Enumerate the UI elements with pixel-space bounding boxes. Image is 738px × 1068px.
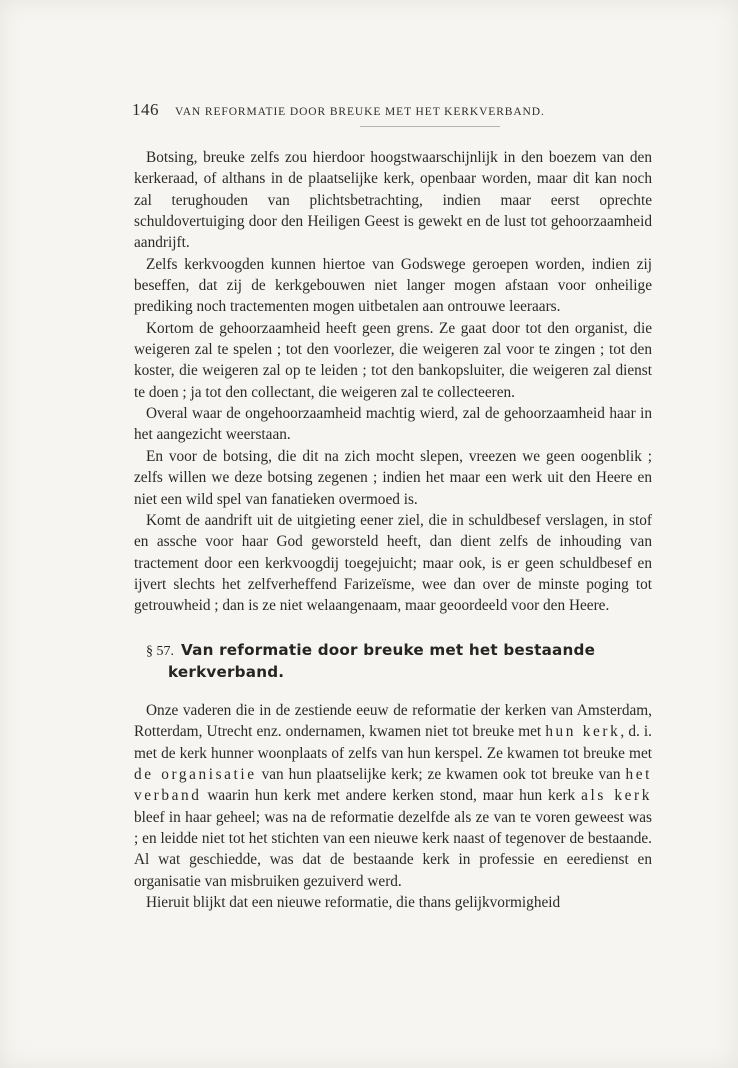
text-run: waarin hun kerk met andere kerken stond, maar hun kerk [207,787,576,805]
body-text-bottom [134,700,652,913]
paragraph: Hieruit blijkt dat een nieuwe reformatie, die thans gelijkvormigheid [146,894,561,912]
section-title-continued: kerkverband. [168,663,285,681]
section-title: Van reformatie door breuke met het bestaande [181,641,596,659]
paragraph [134,700,652,892]
section-heading [146,640,656,682]
text-run: Onze vaderen die in de zestiende eeuw de reformatie der kerken van Amsterdam, Rotterdam, Utrecht enz. ondernamen, kwamen niet tot breuke met [134,702,652,741]
header-rule [360,126,500,127]
paragraph: En voor de botsing, die dit na zich mocht slepen, vreezen we geen oogenblik ; zelfs willen we deze botsing zegenen ; indien het maar een werk uit den Heere en niet een wild spel van fanatieken overmoed is. [134,447,652,508]
running-head [132,100,642,122]
spaced-emphasis: de organisatie [134,766,257,784]
section-number: § 57. [146,644,174,659]
paragraph: Zelfs kerkvoogden kunnen hiertoe van Godswege geroepen worden, indien zij beseffen, dat zij de kerkgebouwen niet langer mogen afstaan voor onheilige prediking noch tractementen mogen uitbetalen aan ontrouwe leeraars. [134,255,652,316]
text-run: , d. i. met de kerk hunner woonplaats of zelfs van hun kerspel. Ze kwamen tot breuke met [134,723,652,762]
paragraph: Botsing, breuke zelfs zou hierdoor hoogstwaarschijnlijk in den boezem van den kerkeraad, of althans in de plaatselijke kerk, openbaar worden, maar dit kan noch zal terughouden van plichtsbetrachting, indien maar eerst oprechte schuldovertuiging door den Heiligen Geest is gewekt en de lust tot gehoorzaamheid aandrijft. [134,149,652,252]
body-text-top [134,147,652,617]
spaced-emphasis: het verband [134,766,653,805]
text-run: van hun plaatselijke kerk; ze kwamen ook tot breuke van [261,766,621,784]
paragraph: Overal waar de ongehoorzaamheid machtig wierd, zal de gehoorzaamheid haar in het aangezicht weerstaan. [134,405,652,444]
spaced-emphasis: hun kerk [545,723,621,741]
paragraph: Kortom de gehoorzaamheid heeft geen grens. Ze gaat door tot den organist, die weigeren zal te spelen ; tot den voorlezer, die weigeren zal voor te zingen ; tot den koster, die weigeren zal op te leiden ; tot den bankopsluiter, die weigeren zal dienst te doen ; ja tot den collectant, die weigeren zal te collecteeren. [134,319,652,401]
running-head-title: VAN REFORMATIE DOOR BREUKE MET HET KERKVERBAND. [175,106,545,118]
text-run: bleef in haar geheel; was na de reformatie dezelfde als ze van te voren geweest was ; en leidde niet tot het stichten van een nieuwe kerk naast of tegenover de bestaande. Al wat geschiedde, was dat de bestaande kerk in professie en eeredienst en organisatie van misbruiken gezuiverd werd. [134,808,652,890]
spaced-emphasis: als kerk [581,787,652,805]
page-number: 146 [132,100,159,119]
paragraph: Komt de aandrift uit de uitgieting eener ziel, die in schuldbesef verslagen, in stof en assche voor haar God geworsteld heeft, dan dient zelfs de inhouding van tractement door een kerkvoogdij toegejuicht; maar ook, is er geen schuldbesef en ijvert slechts het zelfverheffend Farizeïsme, wee dan over de minste poging tot getrouwheid ; dan is ze niet welaangenaam, maar geoordeeld voor den Heere. [134,511,652,615]
